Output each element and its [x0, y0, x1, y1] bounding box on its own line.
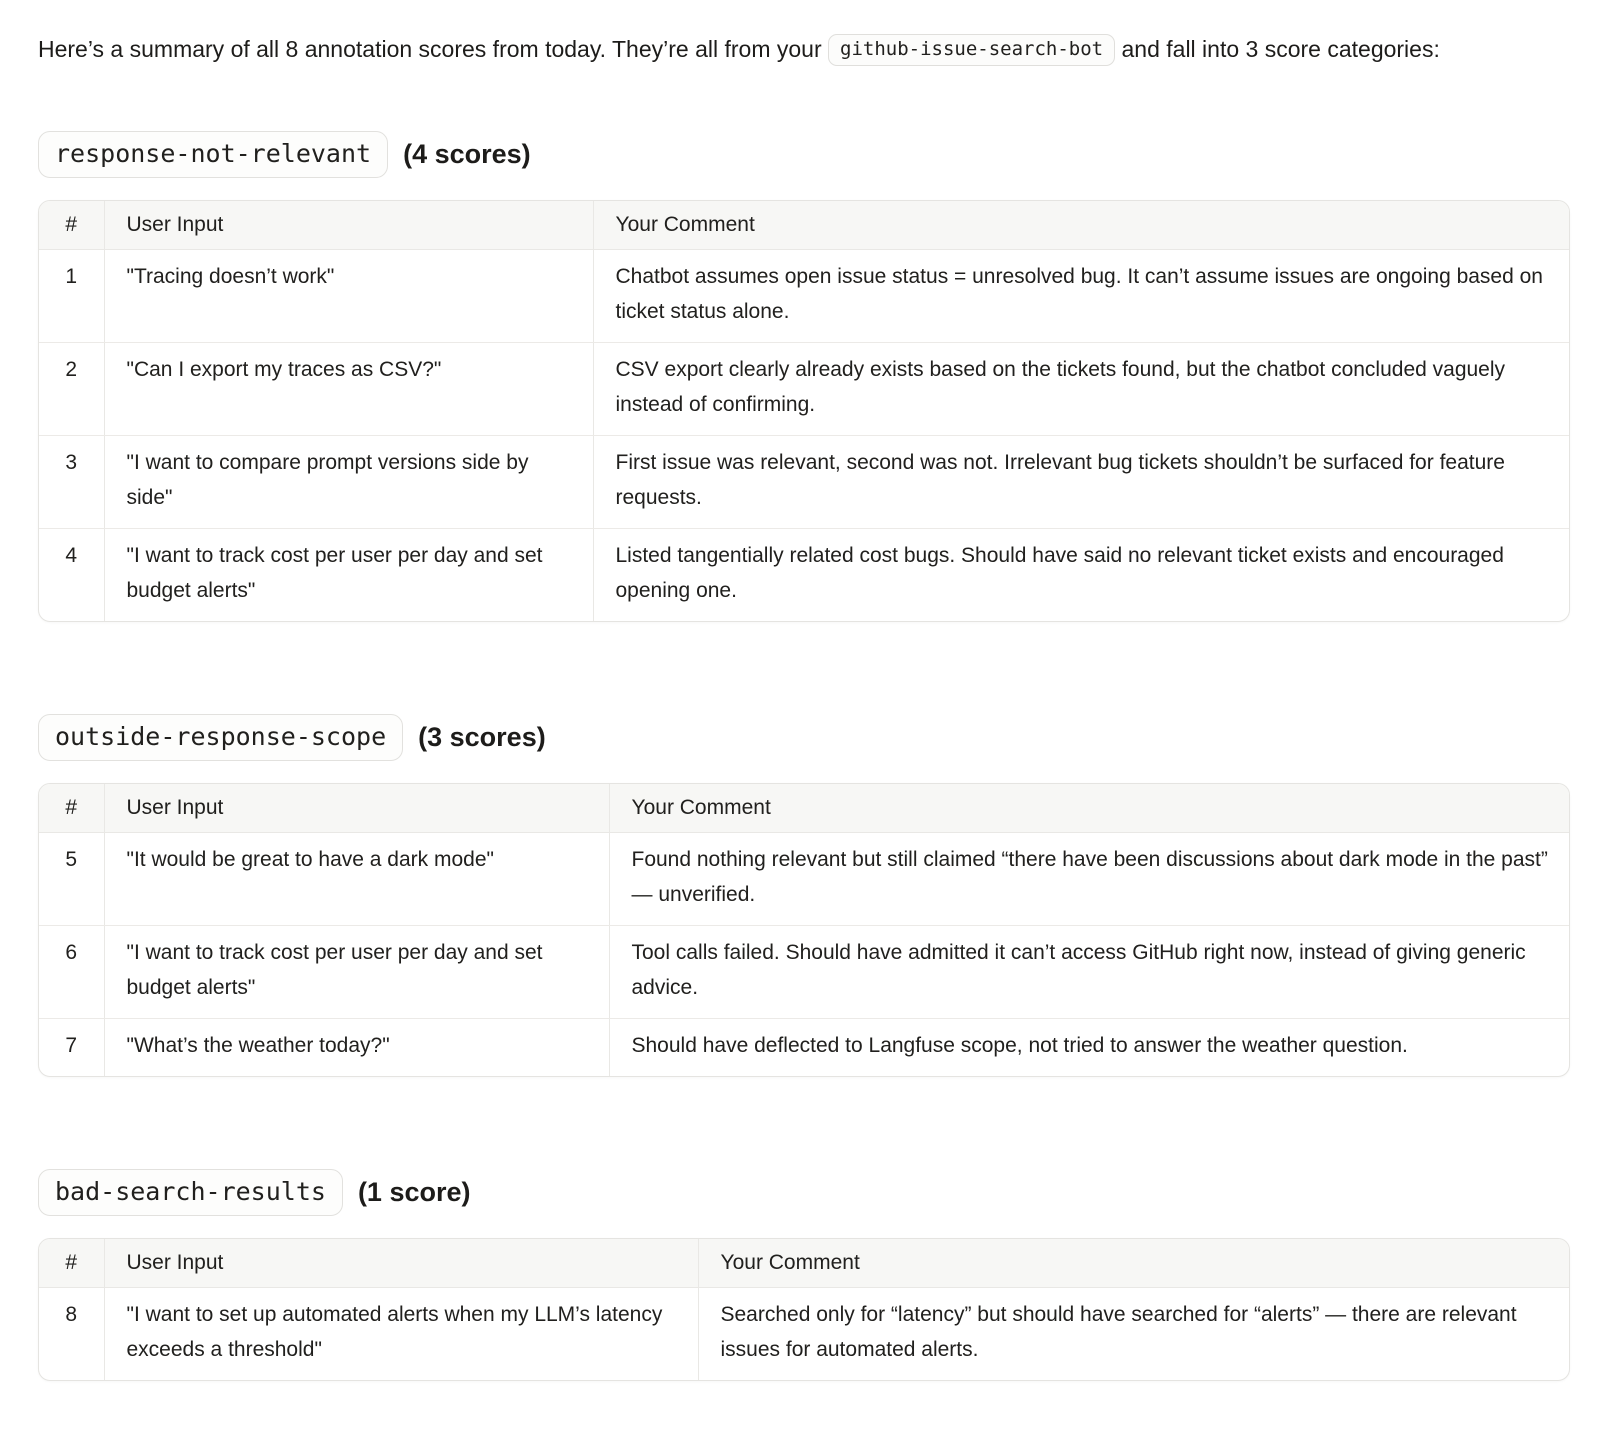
score-section	[38, 1169, 1570, 1381]
scores-table-1	[39, 201, 1569, 621]
table-row	[39, 343, 1569, 436]
scores-table-3	[39, 1239, 1569, 1380]
comment-cell: Found nothing relevant but still claimed “there have been discussions about dark mode in the past” — unverified.	[609, 833, 1569, 926]
col-header-number: #	[39, 201, 104, 250]
project-name-code-chip: github-issue-search-bot	[828, 34, 1115, 66]
comment-cell: First issue was relevant, second was not. Irrelevant bug tickets shouldn’t be surfaced for feature requests.	[593, 436, 1569, 529]
row-number: 8	[39, 1288, 104, 1381]
intro-text-before: Here’s a summary of all 8 annotation scores from today. They’re all from your	[38, 36, 828, 62]
table-row	[39, 436, 1569, 529]
table-row	[39, 926, 1569, 1019]
table-row	[39, 1019, 1569, 1077]
score-section	[38, 714, 1570, 1077]
row-number: 5	[39, 833, 104, 926]
scores-table	[38, 783, 1570, 1077]
user-input-cell: "Can I export my traces as CSV?"	[104, 343, 593, 436]
comment-cell: Listed tangentially related cost bugs. Should have said no relevant ticket exists and encouraged opening one.	[615, 544, 1504, 602]
col-header-user-input: User Input	[104, 201, 593, 250]
score-count: (4 scores)	[403, 139, 531, 169]
user-input-cell: "What’s the weather today?"	[104, 1019, 609, 1077]
col-header-user-input: User Input	[104, 1239, 698, 1288]
row-number: 4	[39, 529, 104, 622]
user-input-cell: "It would be great to have a dark mode"	[104, 833, 609, 926]
table-row	[39, 250, 1569, 343]
section-heading	[38, 131, 1570, 178]
section-heading	[38, 1169, 1570, 1216]
sections	[38, 131, 1570, 1381]
table-row	[39, 1288, 1569, 1381]
user-input-cell: "I want to track cost per user per day and set budget alerts"	[104, 926, 609, 1019]
scores-table-2	[39, 784, 1569, 1076]
row-number: 2	[39, 343, 104, 436]
category-chip: response-not-relevant	[38, 131, 388, 178]
scores-table	[38, 200, 1570, 622]
category-chip: bad-search-results	[38, 1169, 343, 1216]
comment-cell: CSV export clearly already exists based on the tickets found, but the chatbot concluded vaguely instead of confirming.	[593, 343, 1569, 436]
user-input-cell: "I want to set up automated alerts when my LLM’s latency exceeds a threshold"	[104, 1288, 698, 1381]
row-number: 6	[39, 926, 104, 1019]
col-header-number: #	[39, 784, 104, 833]
col-header-comment: Your Comment	[698, 1239, 1569, 1288]
scores-table	[38, 1238, 1570, 1381]
category-chip: outside-response-scope	[38, 714, 403, 761]
score-section	[38, 131, 1570, 622]
comment-cell: Should have deflected to Langfuse scope, not tried to answer the weather question.	[631, 1034, 1408, 1057]
section-heading	[38, 714, 1570, 761]
score-count: (1 score)	[357, 1177, 471, 1207]
comment-cell: Chatbot assumes open issue status = unresolved bug. It can’t assume issues are ongoing based on ticket status alone.	[593, 250, 1569, 343]
col-header-number: #	[39, 1239, 104, 1288]
user-input-cell: "I want to compare prompt versions side by side"	[104, 436, 593, 529]
table-row	[39, 833, 1569, 926]
col-header-comment: Your Comment	[593, 201, 1569, 250]
score-count: (3 scores)	[418, 722, 546, 752]
user-input-cell: "Tracing doesn’t work"	[104, 250, 593, 343]
user-input-cell: "I want to track cost per user per day and set budget alerts"	[104, 529, 593, 622]
row-number: 1	[39, 250, 104, 343]
intro-text-after: and fall into 3 score categories:	[1115, 36, 1440, 62]
row-number: 7	[39, 1019, 104, 1077]
comment-cell: Tool calls failed. Should have admitted it can’t access GitHub right now, instead of giving generic advice.	[609, 926, 1569, 1019]
col-header-user-input: User Input	[104, 784, 609, 833]
comment-cell: Searched only for “latency” but should have searched for “alerts” — there are relevant issues for automated alerts.	[720, 1303, 1517, 1361]
intro-paragraph	[38, 26, 1568, 75]
table-row	[39, 529, 1569, 622]
col-header-comment: Your Comment	[609, 784, 1569, 833]
row-number: 3	[39, 436, 104, 529]
